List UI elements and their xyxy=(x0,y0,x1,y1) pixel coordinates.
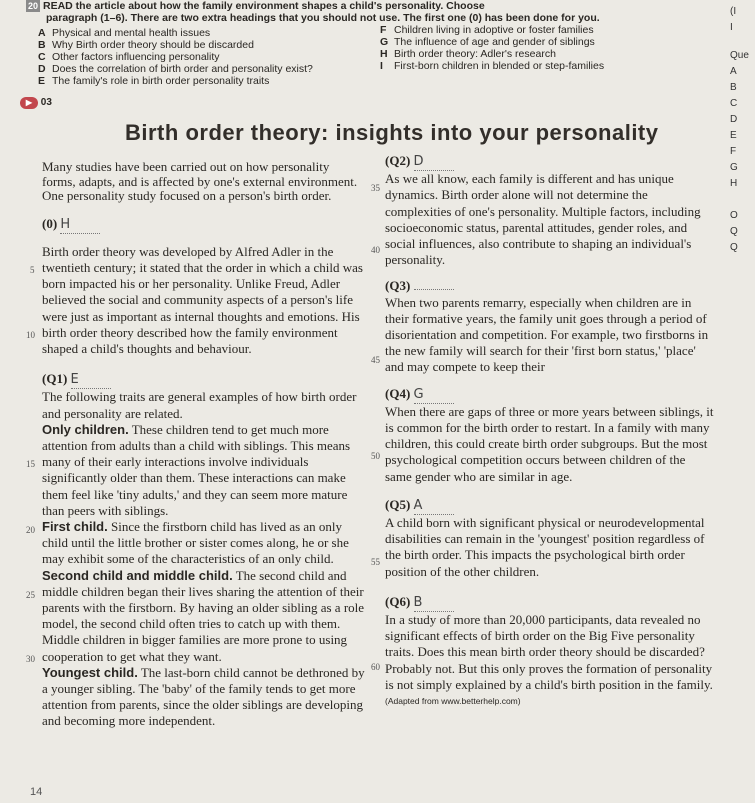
line-number: 25 xyxy=(26,590,35,600)
line-number: 20 xyxy=(26,525,35,535)
instruction-line-2: paragraph (1–6). There are two extra headings that you should not use. The first one (0) has been done for you. xyxy=(46,12,600,24)
answer-field-6[interactable]: B xyxy=(414,595,454,612)
question-3: (Q3) xyxy=(385,278,715,294)
paragraph-3: When two parents remarry, especially when children are in their formative years, the family unit goes through a period of disorientation and competition. For example, two firstborns in the new family will search for their 'first born status,' 'place' and may compete to keep their xyxy=(385,294,709,375)
heading-option: H Birth order theory: Adler's research xyxy=(380,48,556,60)
answer-field-4[interactable]: G xyxy=(414,387,454,404)
margin-top-mark: (I xyxy=(730,6,737,17)
line-number: 40 xyxy=(371,245,380,255)
line-number: 30 xyxy=(26,654,35,664)
margin-mark: O xyxy=(730,210,738,221)
heading-option: E The family's role in birth order personality traits xyxy=(38,75,270,87)
margin-letter: F xyxy=(730,146,737,157)
headings-list-right xyxy=(380,24,680,72)
paragraph-1-intro: The following traits are general examples of how birth order and personality are related. xyxy=(42,389,357,421)
paragraph-2: As we all know, each family is different and has unique dynamics. Birth order alone will not determine the complexities of one's personality. Multiple factors, including socioeconomic status, parental attitudes, gender roles, and social influences, also contribute to shaping an individual's personality. xyxy=(385,171,701,268)
question-4: (Q4) G xyxy=(385,386,715,404)
line-number: 50 xyxy=(371,451,380,461)
margin-letter: B xyxy=(730,82,737,93)
article-title: Birth order theory: insights into your personality xyxy=(125,120,659,145)
paragraph-6: In a study of more than 20,000 participants, data revealed no significant effects of birth order on the Big Five personality traits. Does this mean birth order theory should be discarded? Probably not. But this only proves the formation of personality is not simply explained by a child's birth position in the family. xyxy=(385,612,713,692)
left-column xyxy=(42,160,365,730)
intro-paragraph: Many studies have been carried out on how personality forms, adapts, and is affected by one's external environment. One personality study focused on a person's birth order. xyxy=(42,159,358,203)
question-1: (Q1) E xyxy=(42,371,365,389)
heading-option: I First-born children in blended or step-families xyxy=(380,60,605,72)
only-children-paragraph: Only children. These children tend to get much more attention from adults than a child with siblings. This means many of their early interactions involve individuals significantly older than them. These interactions can make them feel like 'tiny adults,' and they can seem more mature than peers with siblings. xyxy=(42,421,351,518)
line-number: 10 xyxy=(26,330,35,340)
line-number: 60 xyxy=(371,662,380,672)
answer-field-3[interactable] xyxy=(414,289,454,290)
second-child-paragraph: Second child and middle child. The second child and middle children began their lives sharing the attention of their parents with the firstborn. By having an older sibling as a role model, the second child often tries to catch up with them. Middle children in bigger families are more prone to using cooperation to get what they want. xyxy=(42,567,365,664)
question-0: (0) H xyxy=(42,216,365,234)
paragraph-5: A child born with significant physical or neurodevelopmental disabilities can remain in the 'youngest' position regardless of the birth order. This impacts the psychological birth order position of the other children. xyxy=(385,515,705,579)
line-number: 15 xyxy=(26,459,35,469)
margin-letter: A xyxy=(730,66,737,77)
answer-field-5[interactable]: A xyxy=(414,498,454,515)
first-child-paragraph: First child. Since the firstborn child has lived as an only child until the little brother or sister comes along, he or she may exhibit some of the characteristics of an only child. xyxy=(42,518,349,567)
margin-letter: E xyxy=(730,130,737,141)
margin-letter: H xyxy=(730,178,738,189)
heading-option: F Children living in adoptive or foster families xyxy=(380,24,594,36)
heading-option: D Does the correlation of birth order and personality exist? xyxy=(38,63,313,75)
margin-top-mark: I xyxy=(730,22,733,33)
line-number: 5 xyxy=(30,265,35,275)
question-2: (Q2) D xyxy=(385,153,715,171)
answer-field-2[interactable]: D xyxy=(414,154,454,171)
margin-letter: G xyxy=(730,162,738,173)
line-number: 55 xyxy=(371,557,380,567)
answer-field-1[interactable]: E xyxy=(71,372,111,389)
heading-option: G The influence of age and gender of siblings xyxy=(380,36,595,48)
headphones-icon: ▶ xyxy=(20,97,38,109)
margin-mark: Q xyxy=(730,226,738,237)
question-5: (Q5) A xyxy=(385,497,715,515)
paragraph-4: When there are gaps of three or more years between siblings, it is common for the birth order to restart. In a family with many children, this could create birth order subgroups. But the most psychological competition occurs between children of the same gender who are similar in age. xyxy=(385,403,714,484)
heading-option: A Physical and mental health issues xyxy=(38,27,211,39)
line-number: 45 xyxy=(371,355,380,365)
margin-label: Que xyxy=(730,50,749,61)
source-credit: (Adapted from www.betterhelp.com) xyxy=(385,696,521,707)
page-number: 14 xyxy=(30,786,43,798)
youngest-child-paragraph: Youngest child. The last-born child cannot be dethroned by a younger sibling. The 'baby' of the family tends to get more attention from parents, since the older siblings are developing and becoming more independent. xyxy=(42,664,365,729)
margin-fragment xyxy=(730,6,755,256)
instruction-line-1: 20 READ the article about how the family environment shapes a child's personality. Choose xyxy=(28,0,485,12)
heading-option: B Why Birth order theory should be discarded xyxy=(38,39,254,51)
audio-track-label[interactable]: ▶ 03 xyxy=(20,97,52,109)
line-number: 35 xyxy=(371,183,380,193)
instructions xyxy=(26,0,626,24)
margin-letter: C xyxy=(730,98,738,109)
exercise-number-badge: 20 xyxy=(28,1,39,11)
paragraph-0: Birth order theory was developed by Alfred Adler in the twentieth century; it stated that the order in which a child was born impacted his or her personality. Unlike Freud, Adler believed the social and community aspects of a person's life were just as important as internal thoughts and emotions. His birth order theory described how the family environment shaped a child's thoughts and behaviour. xyxy=(42,243,363,356)
margin-letter: D xyxy=(730,114,738,125)
question-6: (Q6) B xyxy=(385,594,715,612)
headings-list-left xyxy=(38,27,368,87)
heading-option: C Other factors influencing personality xyxy=(38,51,220,63)
right-column xyxy=(385,153,715,709)
answer-field-0[interactable]: H xyxy=(60,217,100,234)
margin-mark: Q xyxy=(730,242,738,253)
